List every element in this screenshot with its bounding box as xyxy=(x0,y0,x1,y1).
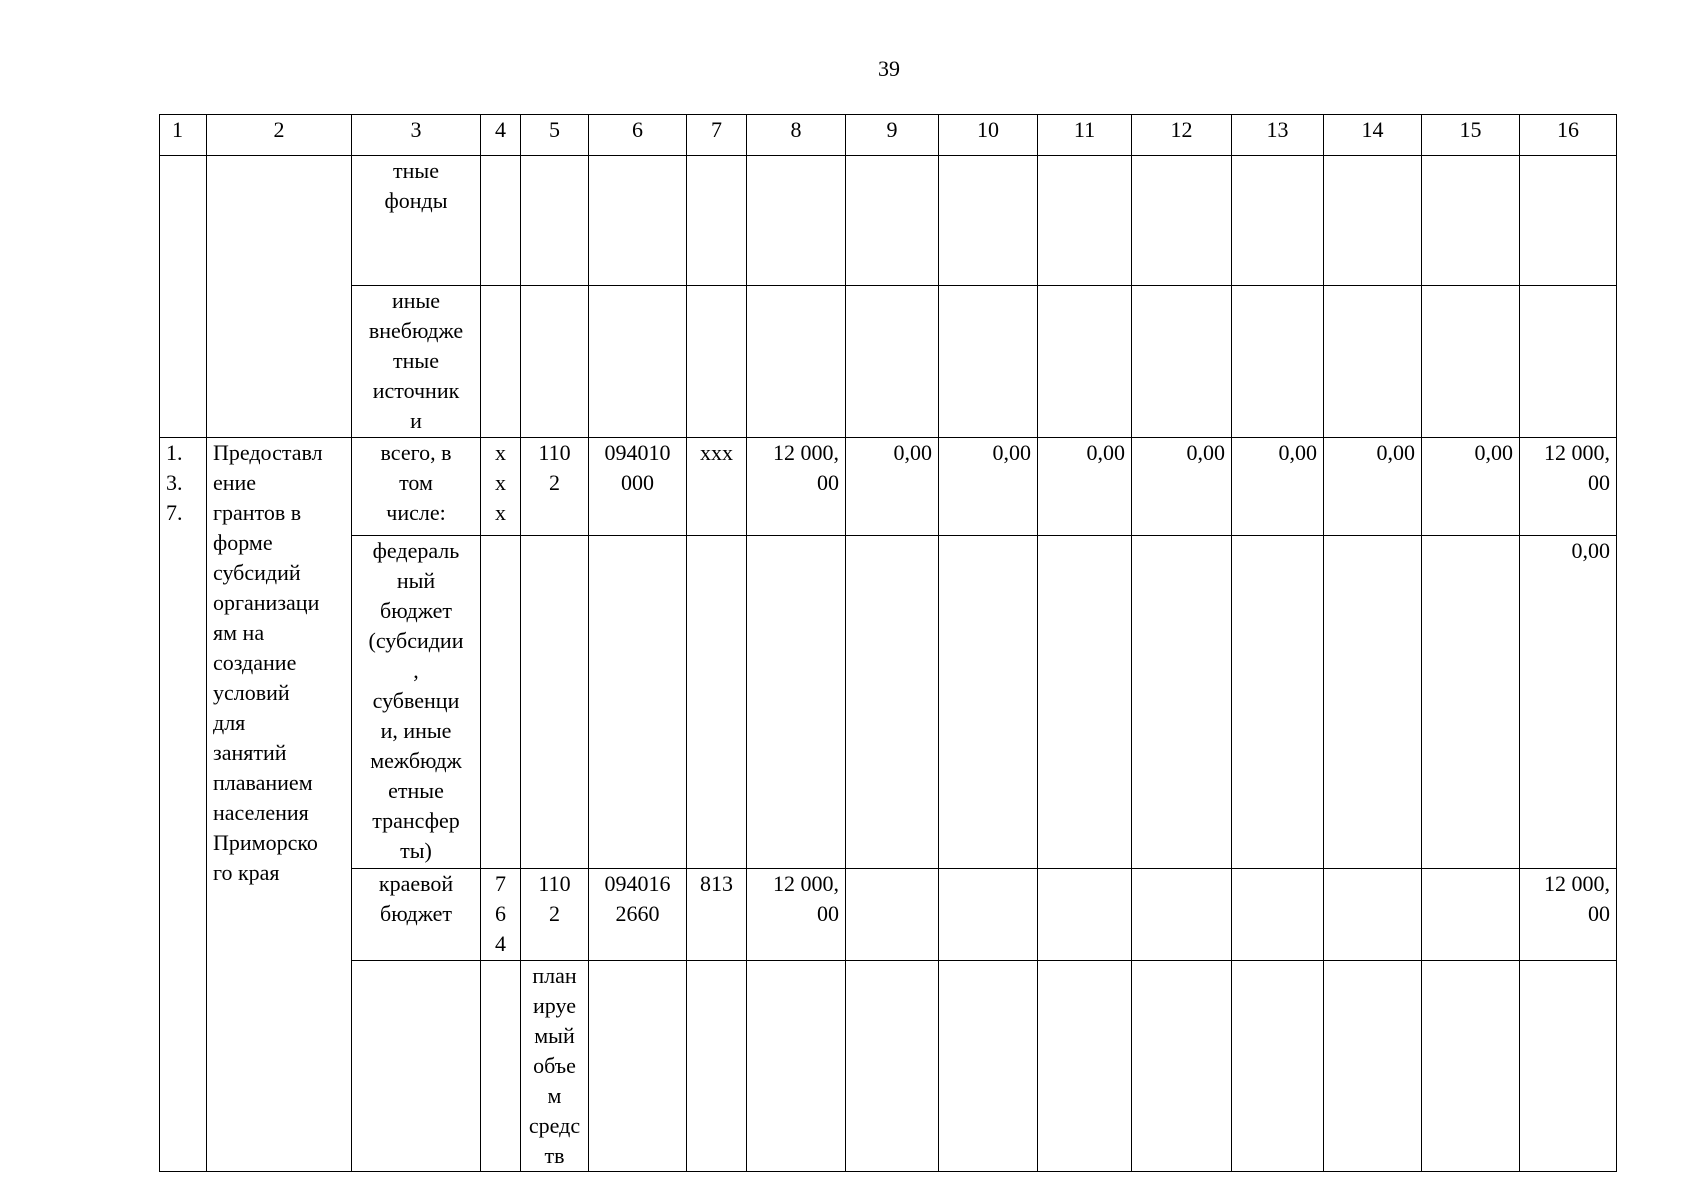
table-row xyxy=(160,869,1617,961)
code-cell: 094016 2660 xyxy=(589,869,687,961)
table-cell xyxy=(1520,961,1617,1172)
value-cell: 12 000, 00 xyxy=(1520,869,1617,961)
table-cell xyxy=(939,286,1038,438)
table-cell xyxy=(160,156,207,438)
table-cell xyxy=(1422,286,1520,438)
table-cell xyxy=(352,961,481,1172)
code-cell: 094010 000 xyxy=(589,438,687,536)
table-row xyxy=(160,536,1617,869)
table-cell xyxy=(1232,961,1324,1172)
table-cell xyxy=(1422,156,1520,286)
item-name-cell: Предоставл ение грантов в форме субсидий организаци ям на создание условий для занятий плаванием населения Приморско го края xyxy=(207,438,352,1172)
page-number: 39 xyxy=(878,56,900,81)
table-cell xyxy=(747,156,846,286)
table-cell xyxy=(1132,961,1232,1172)
source-cell: иные внебюдже тные источник и xyxy=(352,286,481,438)
table-cell xyxy=(1038,156,1132,286)
code-cell: 7 6 4 xyxy=(481,869,521,961)
table-cell xyxy=(1324,961,1422,1172)
value-cell: 12 000, 00 xyxy=(747,869,846,961)
table-cell xyxy=(846,961,939,1172)
table-cell xyxy=(1038,869,1132,961)
header-cell: 7 xyxy=(687,115,747,156)
table-row xyxy=(160,961,1617,1172)
source-cell: тные фонды xyxy=(352,156,481,286)
source-cell: всего, в том числе: xyxy=(352,438,481,536)
table-cell xyxy=(1232,286,1324,438)
table-cell xyxy=(939,869,1038,961)
table-cell xyxy=(747,961,846,1172)
table-cell xyxy=(1520,156,1617,286)
value-cell: 0,00 xyxy=(1232,438,1324,536)
source-cell: планируе мый объем средств xyxy=(521,961,589,1172)
table-cell xyxy=(481,286,521,438)
table-cell xyxy=(939,961,1038,1172)
code-cell: 813 xyxy=(687,869,747,961)
table-cell xyxy=(1324,156,1422,286)
table-cell xyxy=(1324,286,1422,438)
header-cell: 3 xyxy=(352,115,481,156)
header-cell: 6 xyxy=(589,115,687,156)
header-cell: 14 xyxy=(1324,115,1422,156)
value-cell: 12 000, 00 xyxy=(747,438,846,536)
value-cell: 0,00 xyxy=(1038,438,1132,536)
table-cell xyxy=(1232,536,1324,869)
table-cell xyxy=(687,286,747,438)
table-cell xyxy=(207,156,352,438)
value-cell: 0,00 xyxy=(1422,438,1520,536)
table-cell xyxy=(1520,286,1617,438)
table-cell xyxy=(589,156,687,286)
table-cell xyxy=(589,286,687,438)
table-cell xyxy=(589,536,687,869)
header-cell: 10 xyxy=(939,115,1038,156)
table-cell xyxy=(481,156,521,286)
table-cell xyxy=(747,286,846,438)
table-cell xyxy=(846,156,939,286)
table-cell xyxy=(1132,536,1232,869)
header-cell: 11 xyxy=(1038,115,1132,156)
value-cell: 0,00 xyxy=(1520,536,1617,869)
table-cell xyxy=(939,536,1038,869)
header-cell: 12 xyxy=(1132,115,1232,156)
table-cell xyxy=(1422,961,1520,1172)
table-cell xyxy=(1324,869,1422,961)
table-cell xyxy=(521,156,589,286)
table-cell xyxy=(1232,156,1324,286)
table-row xyxy=(160,156,1617,286)
code-cell: 110 2 xyxy=(521,438,589,536)
header-cell: 4 xyxy=(481,115,521,156)
value-cell: 0,00 xyxy=(939,438,1038,536)
table-cell xyxy=(846,536,939,869)
header-cell: 15 xyxy=(1422,115,1520,156)
table-cell xyxy=(1232,869,1324,961)
table-cell xyxy=(521,286,589,438)
table-cell xyxy=(747,536,846,869)
table-cell xyxy=(687,156,747,286)
table-cell xyxy=(939,156,1038,286)
table-cell xyxy=(846,286,939,438)
table-cell xyxy=(687,961,747,1172)
header-cell: 13 xyxy=(1232,115,1324,156)
table-cell xyxy=(1422,536,1520,869)
value-cell: 0,00 xyxy=(1132,438,1232,536)
table-cell xyxy=(1038,961,1132,1172)
table-cell xyxy=(1324,536,1422,869)
table-cell xyxy=(1132,869,1232,961)
value-cell: 0,00 xyxy=(846,438,939,536)
table-cell xyxy=(481,536,521,869)
code-cell: 110 2 xyxy=(521,869,589,961)
table-cell xyxy=(1038,536,1132,869)
table-cell xyxy=(521,536,589,869)
table-cell xyxy=(1132,286,1232,438)
table-cell xyxy=(1132,156,1232,286)
header-cell: 9 xyxy=(846,115,939,156)
table-cell xyxy=(1422,869,1520,961)
table-row xyxy=(160,286,1617,438)
value-cell: 0,00 xyxy=(1324,438,1422,536)
table-cell xyxy=(846,869,939,961)
header-cell: 2 xyxy=(207,115,352,156)
header-cell: 5 xyxy=(521,115,589,156)
table-cell xyxy=(589,961,687,1172)
code-cell: ххх xyxy=(687,438,747,536)
value-cell: 12 000, 00 xyxy=(1520,438,1617,536)
header-cell: 1 xyxy=(160,115,207,156)
budget-table xyxy=(159,114,1617,1172)
header-cell: 8 xyxy=(747,115,846,156)
source-cell: краевой бюджет xyxy=(352,869,481,961)
table-cell xyxy=(1038,286,1132,438)
code-cell: х х х xyxy=(481,438,521,536)
table-cell xyxy=(481,961,521,1172)
header-cell: 16 xyxy=(1520,115,1617,156)
table-row xyxy=(160,438,1617,536)
item-number-cell: 1. 3. 7. xyxy=(160,438,207,1172)
table-cell xyxy=(687,536,747,869)
source-cell: федераль ный бюджет (субсидии , субвенци и, иные межбюдж етные трансфер ты) xyxy=(352,536,481,869)
header-row xyxy=(160,115,1617,156)
